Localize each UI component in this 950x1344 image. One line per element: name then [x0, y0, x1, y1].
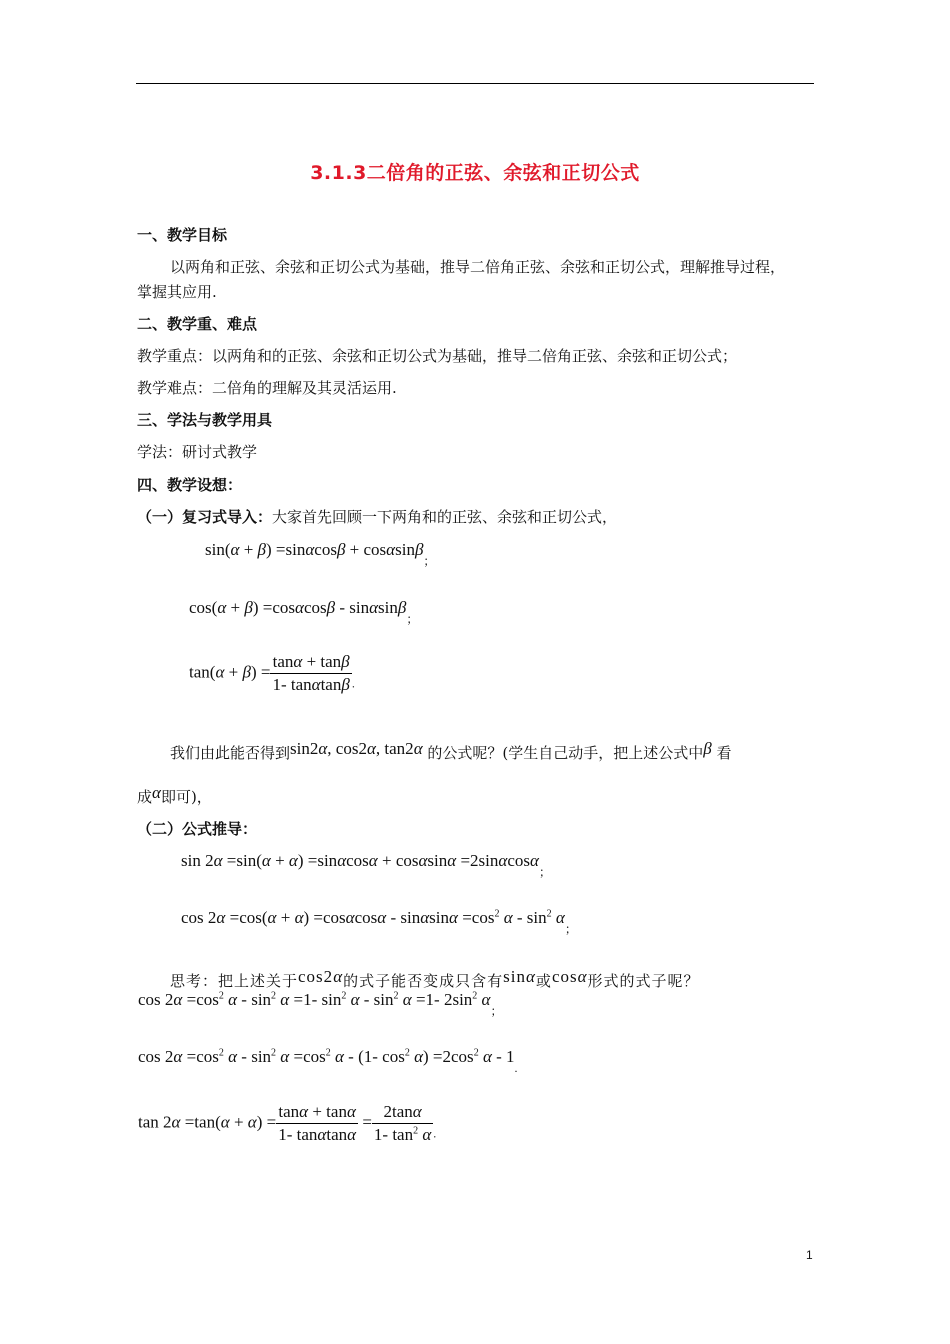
think-end: 形式的式子呢？ [587, 972, 700, 990]
think-mid: 的式子能否变成只含有 [343, 972, 504, 990]
key-point-line: 教学重点：以两角和的正弦、余弦和正切公式为基础，推导二倍角正弦、余弦和正切公式； [137, 347, 738, 365]
page-number: 1 [806, 1248, 813, 1262]
section-1-paragraph-line-1: 以两角和正弦、余弦和正切公式为基础，推导二倍角正弦、余弦和正切公式，理解推导过程， [170, 258, 786, 276]
formula-cos-sum: cos(α + β) =cosαcosβ - sinαsinβ$_;$ [189, 598, 419, 626]
section-4-heading: 四、教学设想： [137, 476, 243, 494]
formula-tan-sum: tan(α + β) = $\frac{\tan\alpha + \tan\beta}{1- \tan\alpha\tan\beta}$ $_.$ [189, 652, 355, 694]
page-title: 3.1.3二倍角的正弦、余弦和正切公式 [310, 162, 640, 184]
review-text: 大家首先回顾一下两角和的正弦、余弦和正切公式， [272, 508, 618, 526]
method-line: 学法：研讨式教学 [137, 443, 258, 461]
section-2-heading: 二、教学重、难点 [137, 315, 258, 333]
derivation-label-line [137, 818, 257, 840]
section-1-heading: 一、教学目标 [137, 226, 228, 244]
question-line-2: 成α即可)， [137, 783, 212, 806]
question-pre: 我们由此能否得到 [170, 744, 291, 762]
formula-tan-double: tan 2α =tan(α + α) = $\frac{\tan\alpha + \tan\alpha}{1- \tan\alpha\tan\alpha}$ = $\frac{2\tan\alpha}{1- \tan^2 \alpha}$ $_.$ [138, 1102, 437, 1144]
formula-cos-double-sin: $\cos 2\alpha =\cos^2$ $\alpha - \sin^2 \alpha =1-$ $\sin^2 \alpha - \sin^2 \alpha =1-$ $2\sin^2$ $\alpha_;$ [138, 990, 503, 1018]
question-mid: 的公式呢？(学生自己动手，把上述公式中 [427, 744, 704, 762]
think-pre: 思考：把上述关于 [170, 972, 299, 990]
think-or: 或 [535, 972, 552, 990]
formula-cos-double-cos: $\cos 2\alpha =\cos^2$ $\alpha - \sin^2 \alpha =\cos^2$ α - (1- $\cos^2 \alpha) =2\cos^2$ α - $1_.$ [138, 1047, 518, 1075]
question2-pre: 成 [137, 788, 153, 806]
question-line: 我们由此能否得到sin2α, cos2α, tan2α 的公式呢？(学生自己动手，把上述公式中β 看 [170, 739, 732, 762]
question-end: 看 [716, 744, 732, 762]
section-1-paragraph-line-2: 掌握其应用. [137, 283, 217, 301]
formula-sin-double: sin 2α =sin(α + α) =sinαcosα + cosαsinα =2sinαcosα$_;$ [181, 851, 551, 879]
derivation-label: （二）公式推导： [137, 820, 258, 838]
formula-sin-sum: sin(α + β) =sinαcosβ + cosαsinβ$_;$ [205, 540, 436, 568]
difficulty-line: 教学难点：二倍角的理解及其灵活运用. [137, 379, 397, 397]
review-intro-line [137, 506, 617, 528]
think-line: 思考：把上述关于cos2α的式子能否变成只含有sinα或cosα形式的式子呢？ [170, 967, 700, 990]
question2-post: 即可)， [160, 788, 212, 806]
header-rule [136, 83, 814, 84]
section-3-heading: 三、学法与教学用具 [137, 411, 273, 429]
review-label: （一）复习式导入： [137, 508, 273, 526]
formula-cos-double: $\cos 2\alpha =\cos(\alpha + \alpha) =\cos\alpha\cos\alpha - \sin\alpha\sin\alpha =\cos^2$ α - $\sin^2 \alpha_;$ [181, 908, 577, 936]
